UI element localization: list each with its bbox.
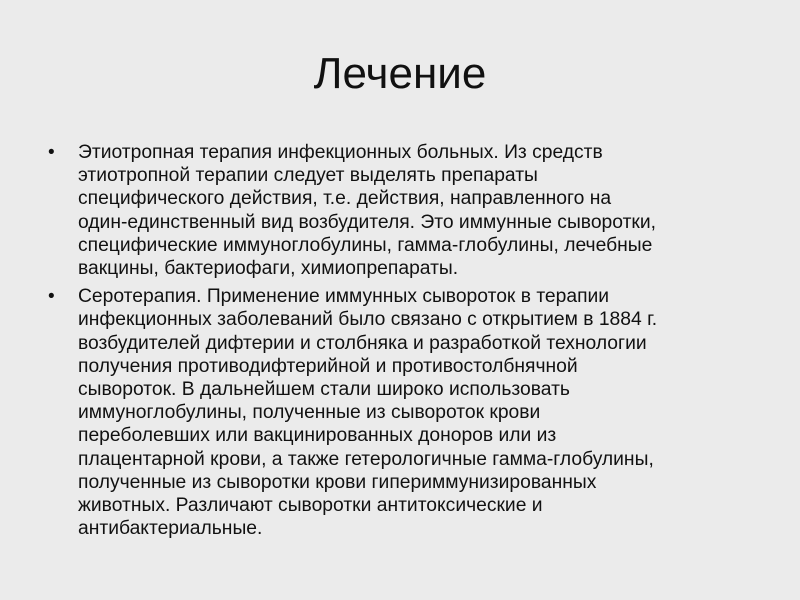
text-line: Этиотропная терапия инфекционных больных. Из средств	[78, 142, 603, 163]
text-line: Серотерапия. Применение иммунных сывороток в терапии	[78, 286, 610, 308]
text-line: животных. Различают сыворотки антитоксические и	[78, 495, 543, 517]
text-line: получения противодифтерийной и противостолбнячной	[78, 355, 578, 377]
text-line: полученные из сыворотки крови гипериммунизированных	[78, 471, 597, 493]
text-line: возбудителей дифтерии и столбняка и разработкой технологии	[78, 332, 647, 354]
bullet-item-etiotropic	[48, 141, 760, 280]
text-line: сывороток. В дальнейшем стали широко использовать	[78, 379, 570, 401]
text-line: специфические иммуноглобулины, гамма-глобулины, лечебные	[78, 234, 653, 256]
text-line: инфекционных заболеваний было связано с открытием в 1884 г.	[78, 309, 658, 331]
bullet-list	[48, 141, 760, 545]
text-line: иммуноглобулины, полученные из сывороток крови	[78, 402, 541, 424]
bullet-icon: •	[48, 286, 55, 308]
text-line: специфического действия, т.е. действия, направленного на	[78, 188, 612, 210]
text-line: один-единственный вид возбудителя. Это иммунные сыворотки,	[78, 211, 656, 233]
text-line: вакцины, бактериофаги, химиопрепараты.	[78, 258, 459, 280]
text-line: этиотропной терапии следует выделять препараты	[78, 165, 538, 187]
slide-title: Лечение	[313, 49, 487, 98]
text-line: переболевших или вакцинированных доноров или из	[78, 425, 557, 447]
text-line: антибактериальные.	[78, 518, 263, 540]
text-line: плацентарной крови, а также гетерологичные гамма-глобулины,	[78, 448, 654, 470]
bullet-icon: •	[48, 142, 55, 163]
bullet-item-serotherapy	[48, 285, 760, 540]
